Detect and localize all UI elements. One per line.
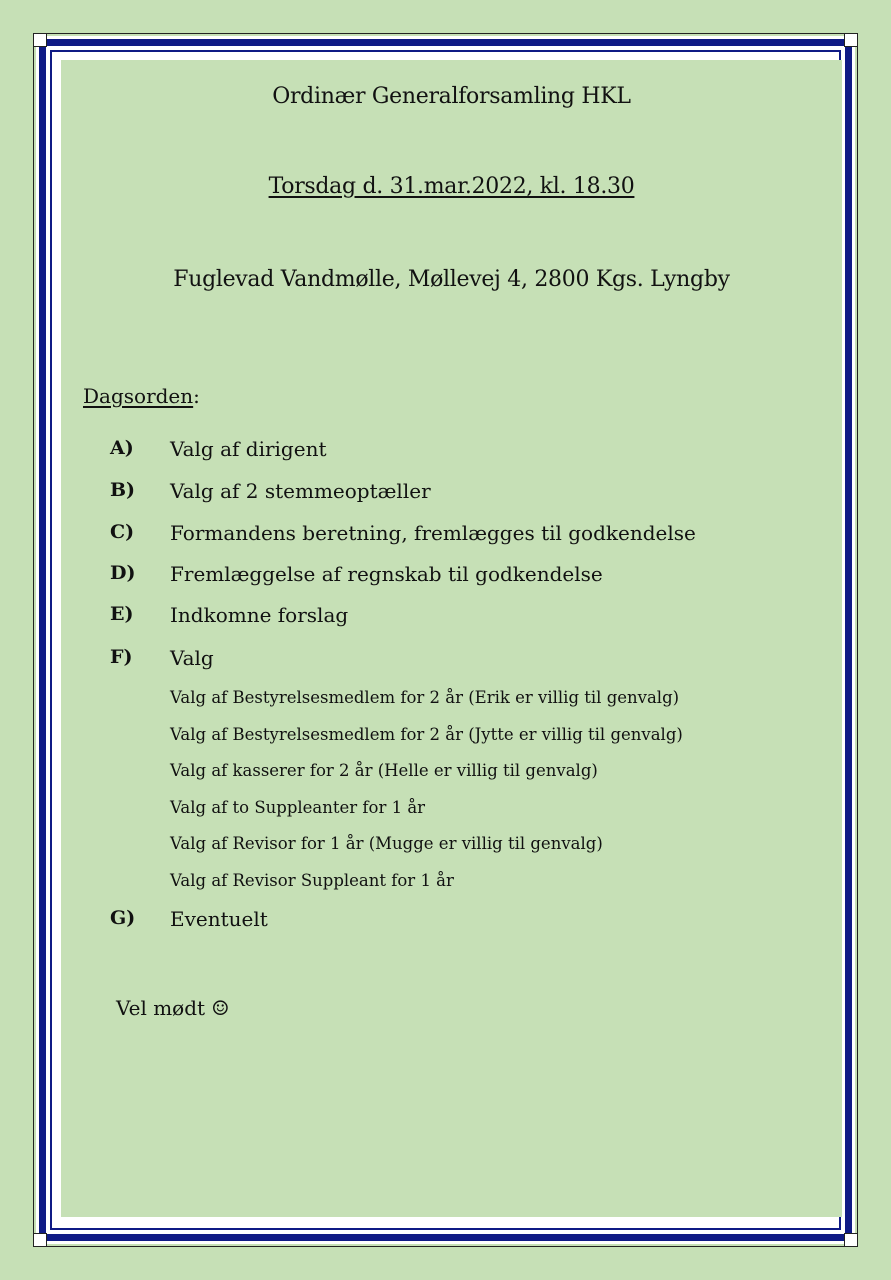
agenda-item-text: Valg bbox=[170, 646, 214, 670]
frame-corner-top-left bbox=[33, 33, 47, 47]
election-sub-item: Valg af Revisor Suppleant for 1 år bbox=[170, 871, 454, 890]
election-sub-item: Valg af Bestyrelsesmedlem for 2 år (Erik er villig til genvalg) bbox=[170, 688, 680, 707]
agenda-item-text: Valg af dirigent bbox=[170, 437, 327, 461]
frame-corner-top-right bbox=[844, 33, 858, 47]
agenda-item-text: Valg af 2 stemmeoptæller bbox=[170, 479, 431, 503]
agenda-label: Dagsorden bbox=[83, 384, 194, 408]
election-sub-item: Valg af Bestyrelsesmedlem for 2 år (Jytte er villig til genvalg) bbox=[170, 725, 683, 744]
agenda-item-letter: C) bbox=[110, 521, 135, 543]
agenda-item-letter: E) bbox=[110, 603, 134, 625]
frame-corner-bottom-left bbox=[33, 1233, 47, 1247]
document-title: Ordinær Generalforsamling HKL bbox=[272, 84, 631, 109]
agenda-item-text: Indkomne forslag bbox=[170, 603, 349, 627]
agenda-item-letter: F) bbox=[110, 646, 133, 668]
agenda-item-letter: B) bbox=[110, 479, 136, 501]
meeting-date: Torsdag d. 31.mar.2022, kl. 18.30 bbox=[268, 174, 635, 199]
election-sub-item: Valg af Revisor for 1 år (Mugge er villig til genvalg) bbox=[170, 834, 603, 853]
election-sub-item: Valg af to Suppleanter for 1 år bbox=[170, 798, 426, 817]
meeting-location: Fuglevad Vandmølle, Møllevej 4, 2800 Kgs. Lyngby bbox=[173, 267, 730, 292]
frame-corner-bottom-right bbox=[844, 1233, 858, 1247]
agenda-item-letter: A) bbox=[110, 437, 134, 459]
agenda-item-letter: G) bbox=[110, 907, 136, 929]
agenda-heading bbox=[83, 384, 200, 408]
document-page bbox=[61, 60, 842, 1217]
agenda-item-letter: D) bbox=[110, 562, 136, 584]
closing-greeting: Vel mødt ☺ bbox=[116, 996, 230, 1020]
agenda-item-text: Formandens beretning, fremlægges til godkendelse bbox=[170, 521, 696, 545]
agenda-item-text: Eventuelt bbox=[170, 907, 268, 931]
election-sub-item: Valg af kasserer for 2 år (Helle er villig til genvalg) bbox=[170, 761, 598, 780]
agenda-item-text: Fremlæggelse af regnskab til godkendelse bbox=[170, 562, 603, 586]
agenda-colon: : bbox=[193, 384, 200, 408]
